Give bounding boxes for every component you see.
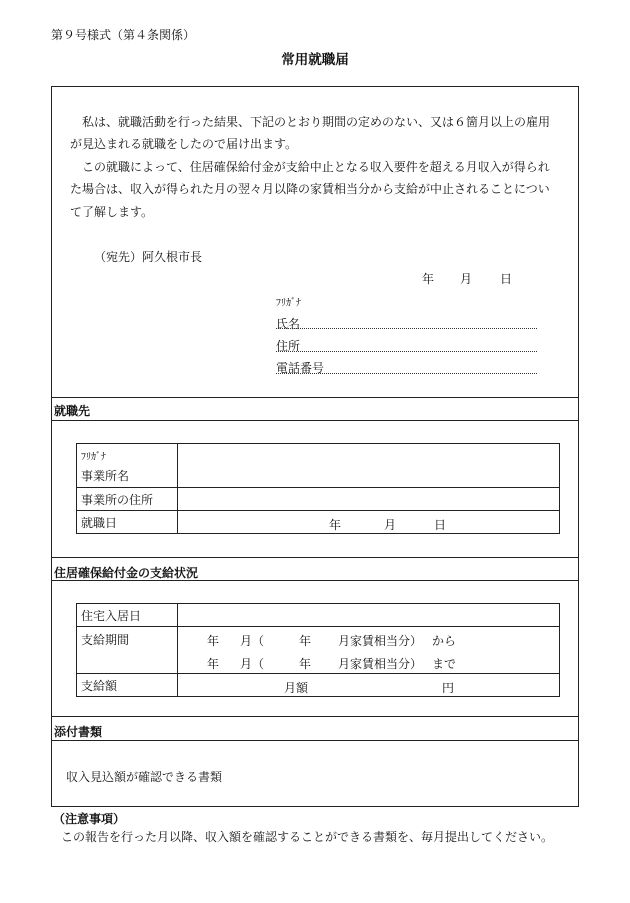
move-in-date-label: 住宅入居日: [77, 604, 178, 627]
date-day-label: 日: [500, 272, 513, 286]
divider: [51, 716, 579, 717]
period-row2-year2: 年: [299, 657, 312, 671]
move-in-date-field[interactable]: [178, 604, 560, 627]
period-row1-month: 月（: [240, 634, 265, 648]
office-name-field[interactable]: [178, 444, 560, 488]
benefit-section-heading: 住居確保給付金の支給状況: [54, 566, 199, 580]
declaration-paragraph-1: 私は、就職活動を行った結果、下記のとおり期間の定めのない、又は６箇月以上の雇用が見込まれる就職をしたので届け出ます。: [70, 115, 551, 152]
start-date-label: 就職日: [77, 511, 178, 534]
start-date-field[interactable]: [178, 511, 560, 534]
office-furigana-label: ﾌﾘｶﾞﾅ: [81, 452, 106, 463]
form-number: 第９号様式（第４条関係）: [51, 28, 196, 42]
divider: [51, 420, 579, 421]
applicant-name-field[interactable]: [276, 313, 537, 329]
applicant-address-label: 住所: [276, 339, 301, 353]
start-year-label: 年: [329, 518, 342, 532]
applicant-furigana-label: ﾌﾘｶﾞﾅ: [276, 298, 301, 309]
employment-section-heading: 就職先: [54, 404, 91, 418]
divider: [51, 740, 579, 741]
date-month-label: 月: [460, 272, 473, 286]
period-row2-month2: 月家賃相当分）: [338, 657, 423, 671]
period-row2-year: 年: [207, 657, 220, 671]
page-title: 常用就職届: [281, 52, 349, 68]
date-year-label: 年: [422, 272, 435, 286]
attachment-item: 収入見込額が確認できる書類: [66, 770, 223, 784]
applicant-address-field[interactable]: [276, 336, 537, 352]
period-row1-from: から: [432, 634, 457, 648]
payment-amount-field[interactable]: [178, 674, 560, 697]
office-name-label-cell: [77, 444, 178, 488]
applicant-phone-label: 電話番号: [276, 361, 325, 375]
addressee: （宛先）阿久根市長: [94, 250, 203, 264]
divider: [51, 557, 579, 558]
applicant-phone-field[interactable]: [276, 358, 537, 374]
start-day-label: 日: [434, 518, 447, 532]
period-row1-month2: 月家賃相当分）: [338, 634, 423, 648]
period-row2-until: まで: [432, 657, 457, 671]
employment-table: [76, 443, 560, 534]
office-name-label: 事業所名: [81, 469, 130, 483]
payment-amount-label: 支給額: [77, 674, 178, 697]
applicant-name-label: 氏名: [276, 317, 301, 331]
divider: [51, 397, 579, 398]
office-address-field[interactable]: [178, 488, 560, 511]
attachments-section-heading: 添付書類: [54, 725, 103, 739]
payment-period-label: 支給期間: [77, 627, 178, 674]
notes-heading: （注意事項）: [53, 812, 126, 826]
period-row2-month: 月（: [240, 657, 265, 671]
yen-unit-label: 円: [442, 681, 455, 695]
benefit-table: [76, 603, 560, 697]
period-row1-year2: 年: [299, 634, 312, 648]
payment-period-field[interactable]: [178, 627, 560, 674]
start-month-label: 月: [384, 518, 397, 532]
divider: [51, 580, 579, 581]
monthly-amount-label: 月額: [284, 681, 309, 695]
period-row1-year: 年: [207, 634, 220, 648]
office-address-label: 事業所の住所: [77, 488, 178, 511]
notes-body: この報告を行った月以降、収入額を確認することができる書類を、毎月提出してください。: [61, 830, 554, 844]
declaration-paragraph-2: この就職によって、住居確保給付金が支給中止となる収入要件を超える月収入が得られた場合は、収入が得られた月の翌々月以降の家賃相当分から支給が中止されることについて了解します。: [70, 160, 550, 219]
